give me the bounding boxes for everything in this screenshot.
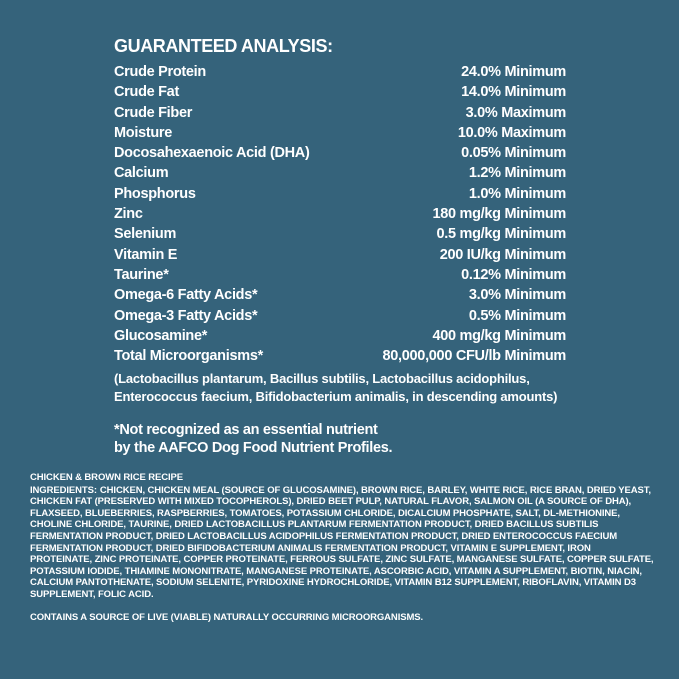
- analysis-row: [114, 265, 566, 285]
- ingredients-paragraph: [30, 485, 654, 601]
- aafco-footnote-line1: *Not recognized as an essential nutrient: [114, 421, 378, 438]
- aafco-footnote: [114, 421, 566, 458]
- analysis-row: [114, 224, 566, 244]
- analysis-row-value: 180 mg/kg Minimum: [432, 206, 566, 223]
- recipe-title: CHICKEN & BROWN RICE RECIPE: [30, 472, 184, 483]
- ingredients-label: INGREDIENTS:: [30, 484, 97, 496]
- analysis-row-name: Zinc: [114, 206, 143, 223]
- analysis-row-name: Crude Fiber: [114, 104, 193, 121]
- analysis-row-name: Crude Protein: [114, 64, 206, 80]
- analysis-row-value: 10.0% Maximum: [457, 124, 566, 141]
- analysis-row-name: Docosahexaenoic Acid (DHA): [114, 145, 310, 162]
- microorganisms-note-line1: (Lactobacillus plantarum, Bacillus subtilis, Lactobacillus acidophilus,: [114, 371, 530, 387]
- analysis-row: [114, 103, 566, 123]
- analysis-row: [114, 143, 566, 163]
- analysis-row-name: Omega-3 Fatty Acids*: [114, 307, 258, 324]
- analysis-row-value: 1.0% Minimum: [468, 185, 566, 202]
- analysis-row-value: 400 mg/kg Minimum: [432, 327, 566, 344]
- ingredients-section: [30, 472, 654, 623]
- aafco-footnote-line2: by the AAFCO Dog Food Nutrient Profiles.: [114, 440, 393, 457]
- analysis-row-value: 14.0% Minimum: [461, 84, 566, 101]
- analysis-row: [114, 163, 566, 183]
- contains-statement: CONTAINS A SOURCE OF LIVE (VIABLE) NATURALLY OCCURRING MICROORGANISMS.: [30, 611, 424, 623]
- guaranteed-analysis-section: [114, 36, 566, 458]
- microorganisms-note: [114, 370, 566, 405]
- analysis-row: [114, 245, 566, 265]
- analysis-row-name: Selenium: [114, 226, 177, 243]
- analysis-table: [114, 62, 566, 366]
- analysis-row: [114, 184, 566, 204]
- analysis-row-name: Glucosamine*: [114, 327, 208, 344]
- analysis-row-value: 0.12% Minimum: [461, 266, 566, 283]
- analysis-row-value: 0.5% Minimum: [468, 307, 566, 324]
- microorganisms-note-line2: Enterococcus faecium, Bifidobacterium animalis, in descending amounts): [114, 389, 558, 405]
- analysis-row-name: Taurine*: [114, 266, 169, 283]
- analysis-row: [114, 346, 566, 366]
- analysis-row: [114, 326, 566, 346]
- analysis-row-name: Moisture: [114, 124, 173, 141]
- guaranteed-analysis-heading: GUARANTEED ANALYSIS:: [114, 36, 333, 56]
- analysis-row-value: 3.0% Minimum: [468, 287, 566, 304]
- ingredients-list: CHICKEN, CHICKEN MEAL (SOURCE OF GLUCOSAMINE), BROWN RICE, BARLEY, WHITE RICE, RICE BRAN, DRIED YEAST, CHICKEN FAT (PRESERVED WITH MIXED TOCOPHEROLS), DRIED BEET PULP, NATURAL FLAVOR, SALMON OIL (A SOURCE OF DHA), FLAXSEED, BLUEBERRIES, RASPBERRIES, TOMATOES, POTASSIUM CHLORIDE, DICALCIUM PHOSPHATE, SALT, DL-METHIONINE, CHOLINE CHLORIDE, TAURINE, DRIED LACTOBACILLUS PLANTARUM FERMENTATION PRODUCT, DRIED BACILLUS SUBTILIS FERMENTATION PRODUCT, DRIED LACTOBACILLUS ACIDOPHILUS FERMENTATION PRODUCT, DRIED ENTEROCOCCUS FAECIUM FERMENTATION PRODUCT, DRIED BIFIDOBACTERIUM ANIMALIS FERMENTATION PRODUCT, VITAMIN E SUPPLEMENT, IRON PROTEINATE, ZINC PROTEINATE, COPPER PROTEINATE, FERROUS SULFATE, ZINC SULFATE, MANGANESE SULFATE, COPPER SULFATE, POTASSIUM IODIDE, THIAMINE MONONITRATE, MANGANESE PROTEINATE, ASCORBIC ACID, VITAMIN A SUPPLEMENT, BIOTIN, NIACIN, CALCIUM PANTOTHENATE, SODIUM SELENITE, PYRIDOXINE HYDROCHLORIDE, VITAMIN B12 SUPPLEMENT, RIBOFLAVIN, VITAMIN D3 SUPPLEMENT, FOLIC ACID.: [30, 484, 654, 600]
- analysis-row-value: 1.2% Minimum: [468, 165, 566, 182]
- analysis-row: [114, 204, 566, 224]
- analysis-row-name: Total Microorganisms*: [114, 348, 263, 365]
- analysis-row: [114, 285, 566, 305]
- analysis-row-value: 24.0% Minimum: [461, 64, 566, 80]
- analysis-row: [114, 123, 566, 143]
- analysis-row: [114, 306, 566, 326]
- analysis-row-name: Omega-6 Fatty Acids*: [114, 287, 258, 304]
- analysis-row: [114, 62, 566, 82]
- analysis-row-name: Crude Fat: [114, 84, 179, 101]
- analysis-row-name: Phosphorus: [114, 185, 196, 202]
- analysis-row-value: 0.5 mg/kg Minimum: [436, 226, 566, 243]
- analysis-row-value: 80,000,000 CFU/lb Minimum: [382, 348, 566, 365]
- analysis-row-name: Calcium: [114, 165, 169, 182]
- analysis-row: [114, 82, 566, 102]
- analysis-row-value: 200 IU/kg Minimum: [439, 246, 566, 263]
- analysis-row-name: Vitamin E: [114, 246, 178, 263]
- analysis-row-value: 3.0% Maximum: [465, 104, 566, 121]
- analysis-row-value: 0.05% Minimum: [461, 145, 566, 162]
